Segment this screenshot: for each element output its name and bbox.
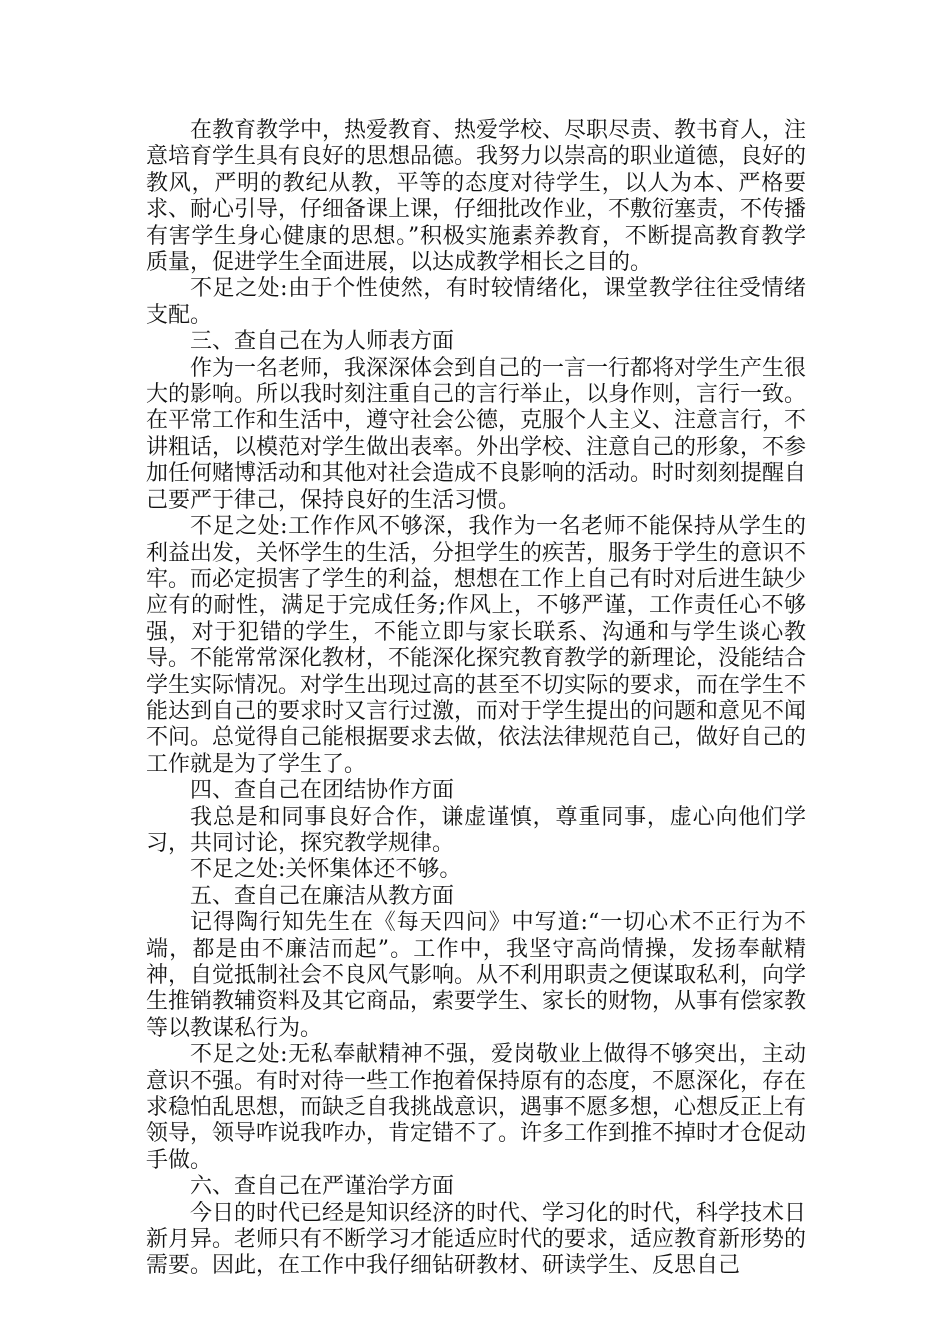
paragraph-shortcoming-dedication: 不足之处:无私奉献精神不强，爱岗敬业上做得不够突出，主动意识不强。有时对待一些工作抱着保持原有的态度，不愿深化，存在求稳怕乱思想，而缺乏自我挑战意识，遇事不愿多想，心想反正上有领导，领导咋说我咋办，肯定错不了。许多工作到推不掉时才仓促动手做。 <box>146 1042 807 1173</box>
paragraph-shortcoming-work-style: 不足之处:工作作风不够深，我作为一名老师不能保持从学生的利益出发，关怀学生的生活，分担学生的疾苦，服务于学生的意识不牢。而必定损害了学生的利益，想想在工作上自己有时对后进生缺少应有的耐性，满足于完成任务;作风上，不够严谨，工作责任心不够强，对于犯错的学生，不能立即与家长联系、沟通和与学生谈心教导。不能常常深化教材，不能深化探究教育教学的新理论，没能结合学生实际情况。对学生出现过高的甚至不切实际的要求，而在学生不能达到自己的要求时又言行过激，而对于学生提出的问题和意见不闻不问。总觉得自己能根据要求去做，依法法律规范自己，做好自己的工作就是为了学生了。 <box>146 514 807 777</box>
paragraph-shortcoming-collective: 不足之处:关怀集体还不够。 <box>190 857 462 883</box>
paragraph-role-model: 作为一名老师，我深深体会到自己的一言一行都将对学生产生很大的影响。所以我时刻注重自己的言行举止，以身作则，言行一致。在平常工作和生活中，遵守社会公德，克服个人主义、注意言行，不讲粗话，以模范对学生做出表率。外出学校、注意自己的形象，不参加任何赌博活动和其他对社会造成不良影响的活动。时时刻刻提醒自己要严于律己，保持良好的生活习惯。 <box>146 355 807 513</box>
section-heading-teamwork: 四、查自己在团结协作方面 <box>190 778 455 804</box>
document-body <box>146 118 806 1280</box>
section-heading-role-model: 三、查自己在为人师表方面 <box>190 329 455 355</box>
paragraph-integrity: 记得陶行知先生在《每天四问》中写道:“一切心术不正行为不端，都是由不廉洁而起”。工作中，我坚守高尚情操，发扬奉献精神，自觉抵制社会不良风气影响。从不利用职责之便谋取私利，向学生推销教辅资料及其它商品，索要学生、家长的财物，从事有偿家教等以教谋私行为。 <box>146 910 807 1041</box>
section-heading-integrity: 五、查自己在廉洁从教方面 <box>190 883 455 909</box>
section-heading-rigorous-study: 六、查自己在严谨治学方面 <box>190 1174 455 1200</box>
paragraph-rigorous-study: 今日的时代已经是知识经济的时代、学习化的时代，科学技术日新月异。老师只有不断学习才能适应时代的要求，适应教育新形势的需要。因此，在工作中我仔细钻研教材、研读学生、反思自己 <box>146 1200 807 1279</box>
paragraph-teamwork: 我总是和同事良好合作，谦虚谨慎，尊重同事，虚心向他们学习，共同讨论，探究教学规律。 <box>146 804 806 856</box>
paragraph-shortcoming-emotion: 不足之处:由于个性使然，有时较情绪化，课堂教学往往受情绪支配。 <box>146 276 806 328</box>
paragraph-teaching-ethics: 在教育教学中，热爱教育、热爱学校、尽职尽责、教书育人，注意培育学生具有良好的思想品德。我努力以崇高的职业道德，良好的教风，严明的教纪从教，平等的态度对待学生，以人为本、严格要求、耐心引导，仔细备课上课，仔细批改作业，不敷衍塞责，不传播有害学生身心健康的思想。”积极实施素养教育，不断提高教育教学质量，促进学生全面进展，以达成教学相长之目的。 <box>146 118 807 276</box>
